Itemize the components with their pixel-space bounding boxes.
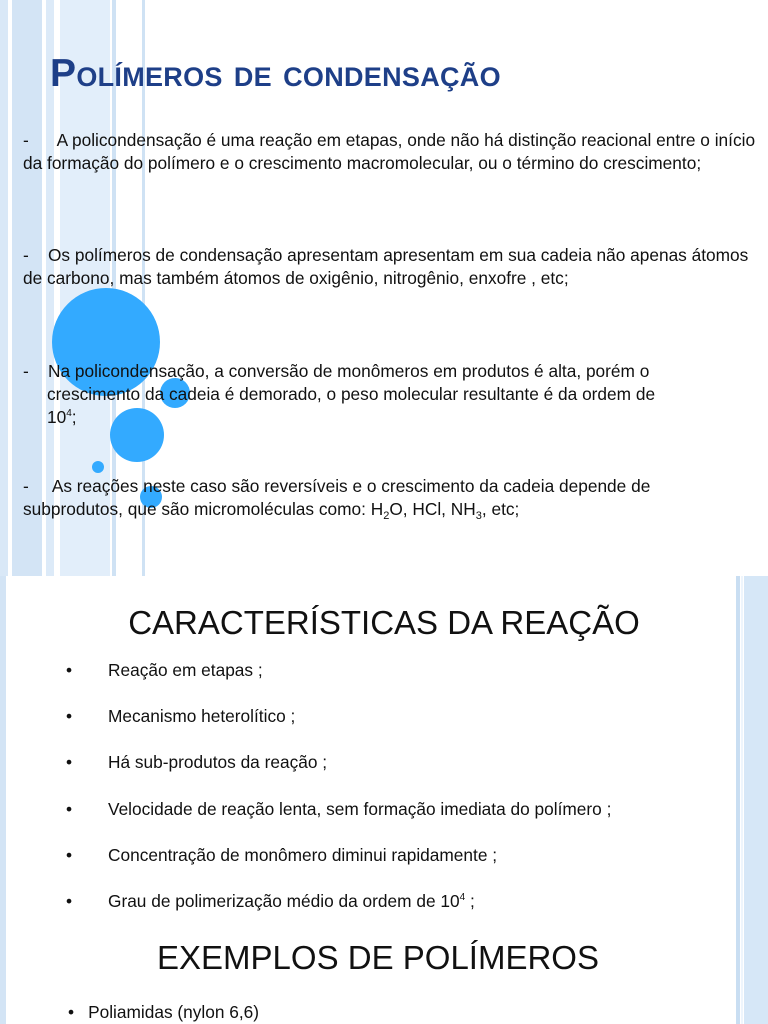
text-run: O, HCl, NH (389, 499, 476, 519)
dash-marker: - (23, 476, 29, 496)
number-text: 10 (47, 407, 67, 427)
dash-marker: - (23, 245, 29, 265)
list-item (66, 704, 611, 750)
paragraph-text: Os polímeros de condensação apresentam apresentam em sua cadeia não apenas átomos de carbono, mas também átomos de oxigênio, nitrogênio, enxofre , etc; (23, 245, 749, 288)
text-run: , etc; (481, 499, 520, 519)
paragraph-text: A policondensação é uma reação em etapas, onde não há distinção reacional entre o início da formação do polímero e o crescimento macromolecular, ou o término do crescimento; (23, 130, 756, 173)
subscript: 2 (383, 510, 390, 522)
paragraph-1 (23, 129, 758, 175)
exponent: 4 (459, 891, 466, 903)
section-title: CARACTERÍSTICAS DA REAÇÃO (128, 604, 640, 641)
paragraph-line: crescimento da cadeia é demorado, o peso molecular resultante é da ordem de (47, 384, 656, 404)
list-item-text: Concentração de monômero diminui rapidamente ; (108, 844, 498, 865)
paragraph-3 (23, 360, 758, 429)
characteristics-list (66, 658, 611, 935)
exponent: 4 (66, 408, 72, 419)
text-run: Grau de polimerização médio da ordem de 10 (108, 890, 460, 911)
paragraph-2 (23, 244, 758, 290)
bullet: • (66, 798, 73, 819)
dash-marker: - (23, 361, 29, 381)
list-item-text: Reação em etapas ; (108, 660, 263, 680)
bullet: • (66, 844, 73, 865)
examples-list (68, 1000, 259, 1024)
section-title: EXEMPLOS DE POLÍMEROS (157, 939, 599, 976)
slide-2 (0, 576, 768, 1024)
bullet: • (66, 706, 73, 727)
decorative-stripe (0, 0, 8, 576)
list-item (66, 797, 611, 843)
paragraph-line: As reações neste caso são reversíveis e o crescimento da cadeia depende de (51, 476, 651, 496)
list-item (66, 843, 611, 889)
list-item-text: Mecanismo heterolítico ; (108, 706, 296, 727)
bullet: • (66, 752, 73, 773)
list-item-text (108, 891, 475, 911)
list-item (66, 658, 611, 704)
list-item-text: Velocidade de reação lenta, sem formação imediata do polímero ; (108, 798, 612, 819)
dash-marker: - (23, 130, 29, 150)
list-item (66, 750, 611, 796)
paragraph-line (23, 406, 758, 429)
list-item-text: Há sub-produtos da reação ; (108, 752, 328, 773)
list-item-text: Poliamidas (nylon 6,6) (88, 1002, 260, 1022)
bullet: • (68, 1002, 75, 1022)
paragraph-4 (23, 475, 758, 521)
text-run: ; (465, 890, 475, 911)
bullet: • (66, 890, 73, 911)
paragraph-line: Na policondensação, a conversão de monômeros em produtos é alta, porém o (47, 361, 650, 381)
text-run: subprodutos, que são micromoléculas como: H (23, 499, 384, 519)
list-item (66, 889, 611, 935)
punctuation: ; (71, 407, 77, 427)
decorative-circle (92, 461, 104, 473)
subscript: 3 (475, 510, 482, 522)
bullet: • (66, 660, 73, 680)
paragraph-line (23, 498, 758, 521)
slide-title: Polímeros de condensação (50, 52, 501, 95)
